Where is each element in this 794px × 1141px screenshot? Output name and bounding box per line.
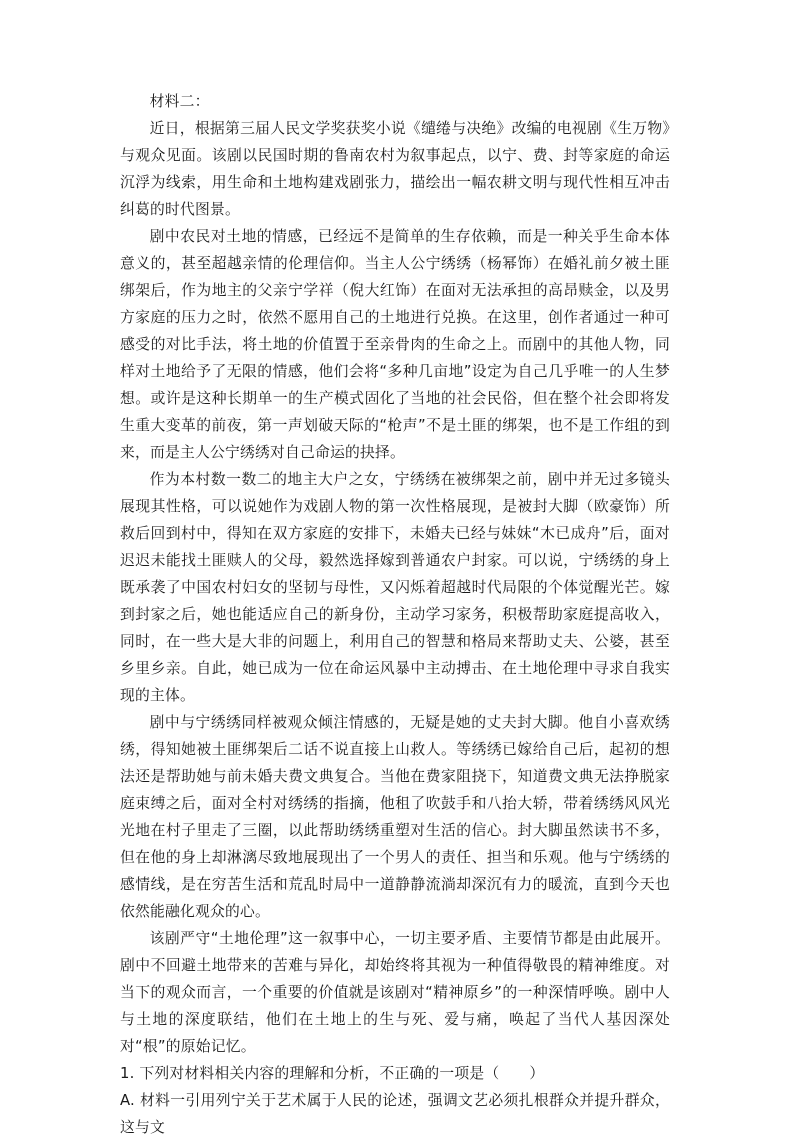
material-heading: 材料二： [149, 93, 210, 110]
paragraph-5: 该剧严守“土地伦理”这一叙事中心，一切主要矛盾、主要情节都是由此展开。剧中不回避土地带来的苦难与异化，却始终将其视为一种值得敬畏的精神维度。对当下的观众而言，一个重要的价值就是该剧对“精神原乡”的一种深情呼唤。剧中人与土地的深度联结，他们在土地上的生与死、爱与痛，唤起了当代人基因深处对“根”的原始记忆。 [120, 930, 670, 1055]
paragraph-2: 剧中农民对土地的情感，已经远不是简单的生存依赖，而是一种关乎生命本体意义的，甚至超越亲情的伦理信仰。当主人公宁绣绣（杨幂饰）在婚礼前夕被土匪绑架后，作为地主的父亲宁学祥（倪大红饰）在面对无法承担的高昂赎金，以及男方家庭的压力之时，依然不愿用自己的土地进行兑换。在这里，创作者通过一种可感受的对比手法，将土地的价值置于至亲骨肉的生命之上。而剧中的其他人物，同样对土地给予了无限的情感，他们会将“多种几亩地”设定为自己几乎唯一的人生梦想。或许是这种长期单一的生产模式固化了当地的社会民俗，但在整个社会即将发生重大变革的前夜，第一声划破天际的“枪声”不是土匪的绑架，也不是工作组的到来，而是主人公宁绣绣对自己命运的抉择。 [120, 228, 670, 461]
document-body [120, 88, 670, 1141]
paragraph-4: 剧中与宁绣绣同样被观众倾注情感的，无疑是她的丈夫封大脚。他自小喜欢绣绣，得知她被土匪绑架后二话不说直接上山救人。等绣绣已嫁给自己后，起初的想法还是帮助她与前未婚夫费文典复合。当他在费家阻挠下，知道费文典无法挣脱家庭束缚之后，面对全村对绣绣的指摘，他租了吹鼓手和八抬大轿，带着绣绣风风光光地在村子里走了三圈，以此帮助绣绣重塑对生活的信心。封大脚虽然读书不多，但在他的身上却淋漓尽致地展现出了一个男人的责任、担当和乐观。他与宁绣绣的感情线，是在穷苦生活和荒乱时局中一道静静流淌却深沉有力的暖流，直到今天也依然能融化观众的心。 [120, 714, 670, 920]
paragraph-3: 作为本村数一数二的地主大户之女，宁绣绣在被绑架之前，剧中并无过多镜头展现其性格，可以说她作为戏剧人物的第一次性格展现，是被封大脚（欧豪饰）所救后回到村中，得知在双方家庭的安排下，未婚夫已经与妹妹“木已成舟”后，面对迟迟未能找土匪赎人的父母，毅然选择嫁到普通农户封家。可以说，宁绣绣的身上既承袭了中国农村妇女的坚韧与母性，又闪烁着超越时代局限的个体觉醒光芒。嫁到封家之后，她也能适应自己的新身份，主动学习家务，积极帮助家庭提高收入，同时，在一些大是大非的问题上，利用自己的智慧和格局来帮助丈夫、公婆，甚至乡里乡亲。自此，她已成为一位在命运风暴中主动搏击、在土地伦理中寻求自我实现的主体。 [120, 471, 670, 704]
paragraph-1: 近日，根据第三届人民文学奖获奖小说《缱绻与决绝》改编的电视剧《生万物》与观众见面。该剧以民国时期的鲁南农村为叙事起点，以宁、费、封等家庭的命运沉浮为线索，用生命和土地构建戏剧张力，描绘出一幅农耕文明与现代性相互冲击纠葛的时代图景。 [120, 120, 670, 218]
question-option-a: A. 材料一引用列宁关于艺术属于人民的论述，强调文艺必须扎根群众并提升群众，这与文 [120, 1092, 670, 1136]
question-stem: 1. 下列对材料相关内容的理解和分析，不正确的一项是（ ） [120, 1065, 545, 1082]
